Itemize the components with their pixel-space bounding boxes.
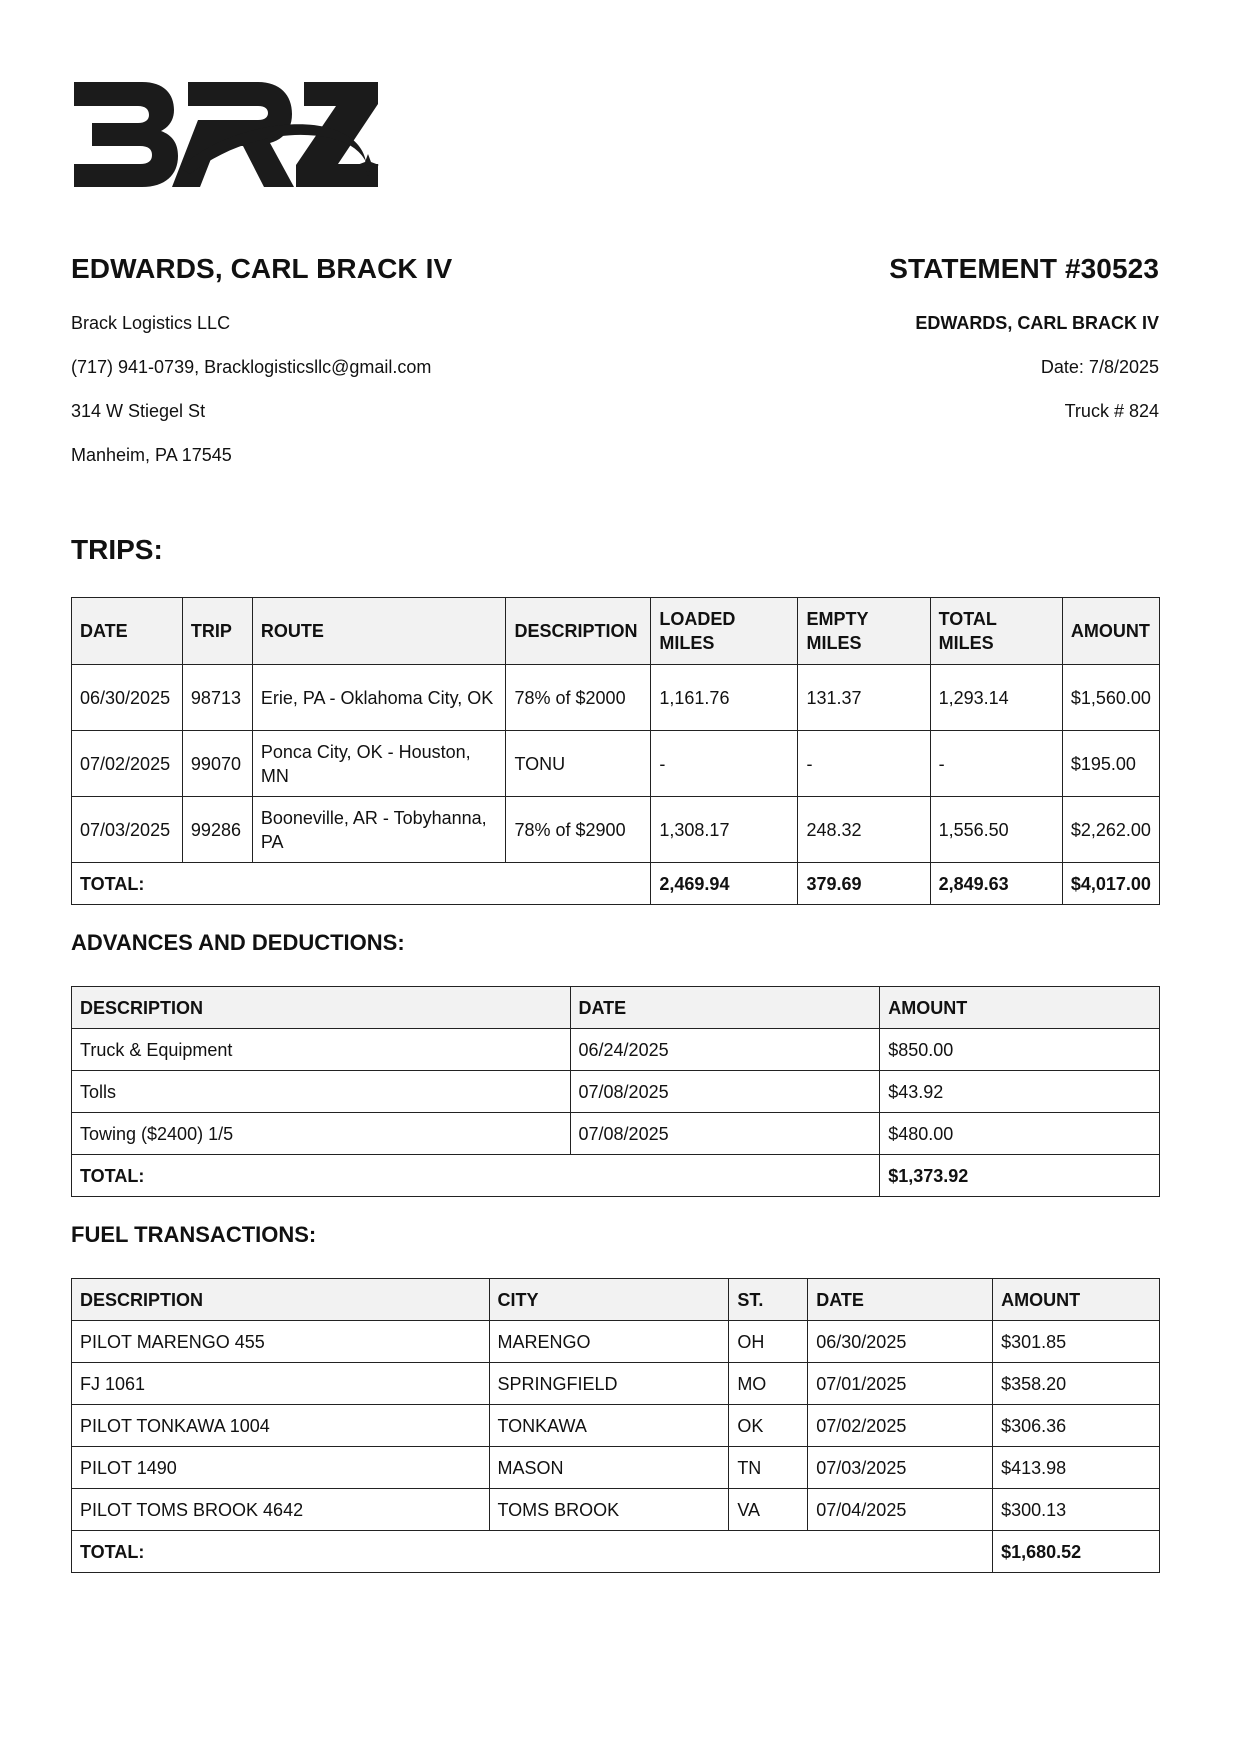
- column-header: TOTAL MILES: [930, 598, 1062, 665]
- table-cell: MARENGO: [489, 1321, 729, 1363]
- table-cell: FJ 1061: [72, 1363, 490, 1405]
- driver-info: [71, 252, 671, 465]
- table-row: [72, 1113, 1160, 1155]
- brz-logo-icon: [72, 76, 382, 194]
- table-cell: 78% of $2000: [506, 665, 651, 731]
- table-cell: MO: [729, 1363, 808, 1405]
- total-loaded-miles: 2,469.94: [651, 863, 798, 905]
- total-empty-miles: 379.69: [798, 863, 930, 905]
- table-cell: 99286: [182, 797, 252, 863]
- table-row: [72, 1447, 1160, 1489]
- table-cell: $43.92: [880, 1071, 1160, 1113]
- table-cell: VA: [729, 1489, 808, 1531]
- column-header: TRIP: [182, 598, 252, 665]
- table-cell: 99070: [182, 731, 252, 797]
- table-cell: -: [930, 731, 1062, 797]
- table-cell: $300.13: [993, 1489, 1160, 1531]
- table-cell: $306.36: [993, 1405, 1160, 1447]
- table-cell: OH: [729, 1321, 808, 1363]
- table-cell: 07/04/2025: [808, 1489, 993, 1531]
- table-cell: Erie, PA - Oklahoma City, OK: [252, 665, 506, 731]
- total-label: TOTAL:: [72, 863, 651, 905]
- table-cell: 98713: [182, 665, 252, 731]
- table-row: [72, 1405, 1160, 1447]
- column-header: CITY: [489, 1279, 729, 1321]
- table-cell: $413.98: [993, 1447, 1160, 1489]
- table-row: [72, 1489, 1160, 1531]
- contact-info: (717) 941-0739, Bracklogisticsllc@gmail.com: [71, 357, 432, 377]
- column-header: AMOUNT: [880, 987, 1160, 1029]
- table-cell: Ponca City, OK - Houston, MN: [252, 731, 506, 797]
- table-cell: PILOT MARENGO 455: [72, 1321, 490, 1363]
- table-row: [72, 1363, 1160, 1405]
- table-cell: 1,293.14: [930, 665, 1062, 731]
- column-header: EMPTY MILES: [798, 598, 930, 665]
- trips-title: TRIPS:: [71, 534, 163, 565]
- table-cell: Towing ($2400) 1/5: [72, 1113, 571, 1155]
- table-cell: TN: [729, 1447, 808, 1489]
- table-cell: Tolls: [72, 1071, 571, 1113]
- table-cell: $2,262.00: [1062, 797, 1159, 863]
- driver-name: EDWARDS, CARL BRACK IV: [71, 253, 453, 284]
- total-amount: $1,373.92: [880, 1155, 1160, 1197]
- table-cell: OK: [729, 1405, 808, 1447]
- statement-info: [659, 252, 1159, 421]
- table-cell: TONKAWA: [489, 1405, 729, 1447]
- table-cell: 131.37: [798, 665, 930, 731]
- advances-table: [71, 986, 1160, 1197]
- column-header: ST.: [729, 1279, 808, 1321]
- total-amount: $4,017.00: [1062, 863, 1159, 905]
- table-cell: $301.85: [993, 1321, 1160, 1363]
- table-row: [72, 665, 1160, 731]
- column-header: DESCRIPTION: [72, 987, 571, 1029]
- table-cell: 07/02/2025: [72, 731, 183, 797]
- fuel-title: FUEL TRANSACTIONS:: [71, 1222, 317, 1247]
- table-cell: $850.00: [880, 1029, 1160, 1071]
- table-cell: $195.00: [1062, 731, 1159, 797]
- table-cell: 07/08/2025: [570, 1071, 880, 1113]
- table-cell: $1,560.00: [1062, 665, 1159, 731]
- table-cell: -: [651, 731, 798, 797]
- column-header: AMOUNT: [993, 1279, 1160, 1321]
- table-cell: 1,308.17: [651, 797, 798, 863]
- total-amount: $1,680.52: [993, 1531, 1160, 1573]
- statement-title: STATEMENT #30523: [889, 253, 1159, 284]
- table-cell: 07/08/2025: [570, 1113, 880, 1155]
- table-cell: 06/24/2025: [570, 1029, 880, 1071]
- column-header: ROUTE: [252, 598, 506, 665]
- table-cell: 78% of $2900: [506, 797, 651, 863]
- table-cell: 1,556.50: [930, 797, 1062, 863]
- table-cell: MASON: [489, 1447, 729, 1489]
- column-header: DATE: [72, 598, 183, 665]
- fuel-header-row: [72, 1279, 1160, 1321]
- total-label: TOTAL:: [72, 1155, 880, 1197]
- table-cell: PILOT TOMS BROOK 4642: [72, 1489, 490, 1531]
- statement-driver-name: EDWARDS, CARL BRACK IV: [915, 313, 1159, 333]
- truck-number: Truck # 824: [1064, 401, 1159, 421]
- column-header: DESCRIPTION: [506, 598, 651, 665]
- column-header: DESCRIPTION: [72, 1279, 490, 1321]
- table-row: [72, 1029, 1160, 1071]
- trips-header-row: [72, 598, 1160, 665]
- table-cell: TOMS BROOK: [489, 1489, 729, 1531]
- table-cell: $358.20: [993, 1363, 1160, 1405]
- advances-header-row: [72, 987, 1160, 1029]
- table-cell: Truck & Equipment: [72, 1029, 571, 1071]
- column-header: LOADED MILES: [651, 598, 798, 665]
- trips-table: [71, 597, 1160, 905]
- column-header: AMOUNT: [1062, 598, 1159, 665]
- column-header: DATE: [808, 1279, 993, 1321]
- table-cell: 07/03/2025: [72, 797, 183, 863]
- table-cell: PILOT 1490: [72, 1447, 490, 1489]
- statement-date: Date: 7/8/2025: [1040, 357, 1159, 377]
- table-row: [72, 1321, 1160, 1363]
- table-cell: 06/30/2025: [72, 665, 183, 731]
- table-cell: 07/03/2025: [808, 1447, 993, 1489]
- total-label: TOTAL:: [72, 1531, 993, 1573]
- table-cell: 1,161.76: [651, 665, 798, 731]
- table-cell: 07/02/2025: [808, 1405, 993, 1447]
- fuel-total-row: [72, 1531, 1160, 1573]
- total-miles: 2,849.63: [930, 863, 1062, 905]
- fuel-table: [71, 1278, 1160, 1573]
- table-cell: 06/30/2025: [808, 1321, 993, 1363]
- table-row: [72, 1071, 1160, 1113]
- table-cell: $480.00: [880, 1113, 1160, 1155]
- table-cell: SPRINGFIELD: [489, 1363, 729, 1405]
- table-row: [72, 731, 1160, 797]
- table-cell: -: [798, 731, 930, 797]
- table-cell: PILOT TONKAWA 1004: [72, 1405, 490, 1447]
- company-name: Brack Logistics LLC: [71, 313, 231, 333]
- trips-total-row: [72, 863, 1160, 905]
- table-cell: 248.32: [798, 797, 930, 863]
- table-cell: Booneville, AR - Tobyhanna, PA: [252, 797, 506, 863]
- advances-title: ADVANCES AND DEDUCTIONS:: [71, 930, 405, 955]
- table-row: [72, 797, 1160, 863]
- city-state-zip: Manheim, PA 17545: [71, 445, 232, 465]
- column-header: DATE: [570, 987, 880, 1029]
- table-cell: 07/01/2025: [808, 1363, 993, 1405]
- table-cell: TONU: [506, 731, 651, 797]
- street-address: 314 W Stiegel St: [71, 401, 206, 421]
- advances-total-row: [72, 1155, 1160, 1197]
